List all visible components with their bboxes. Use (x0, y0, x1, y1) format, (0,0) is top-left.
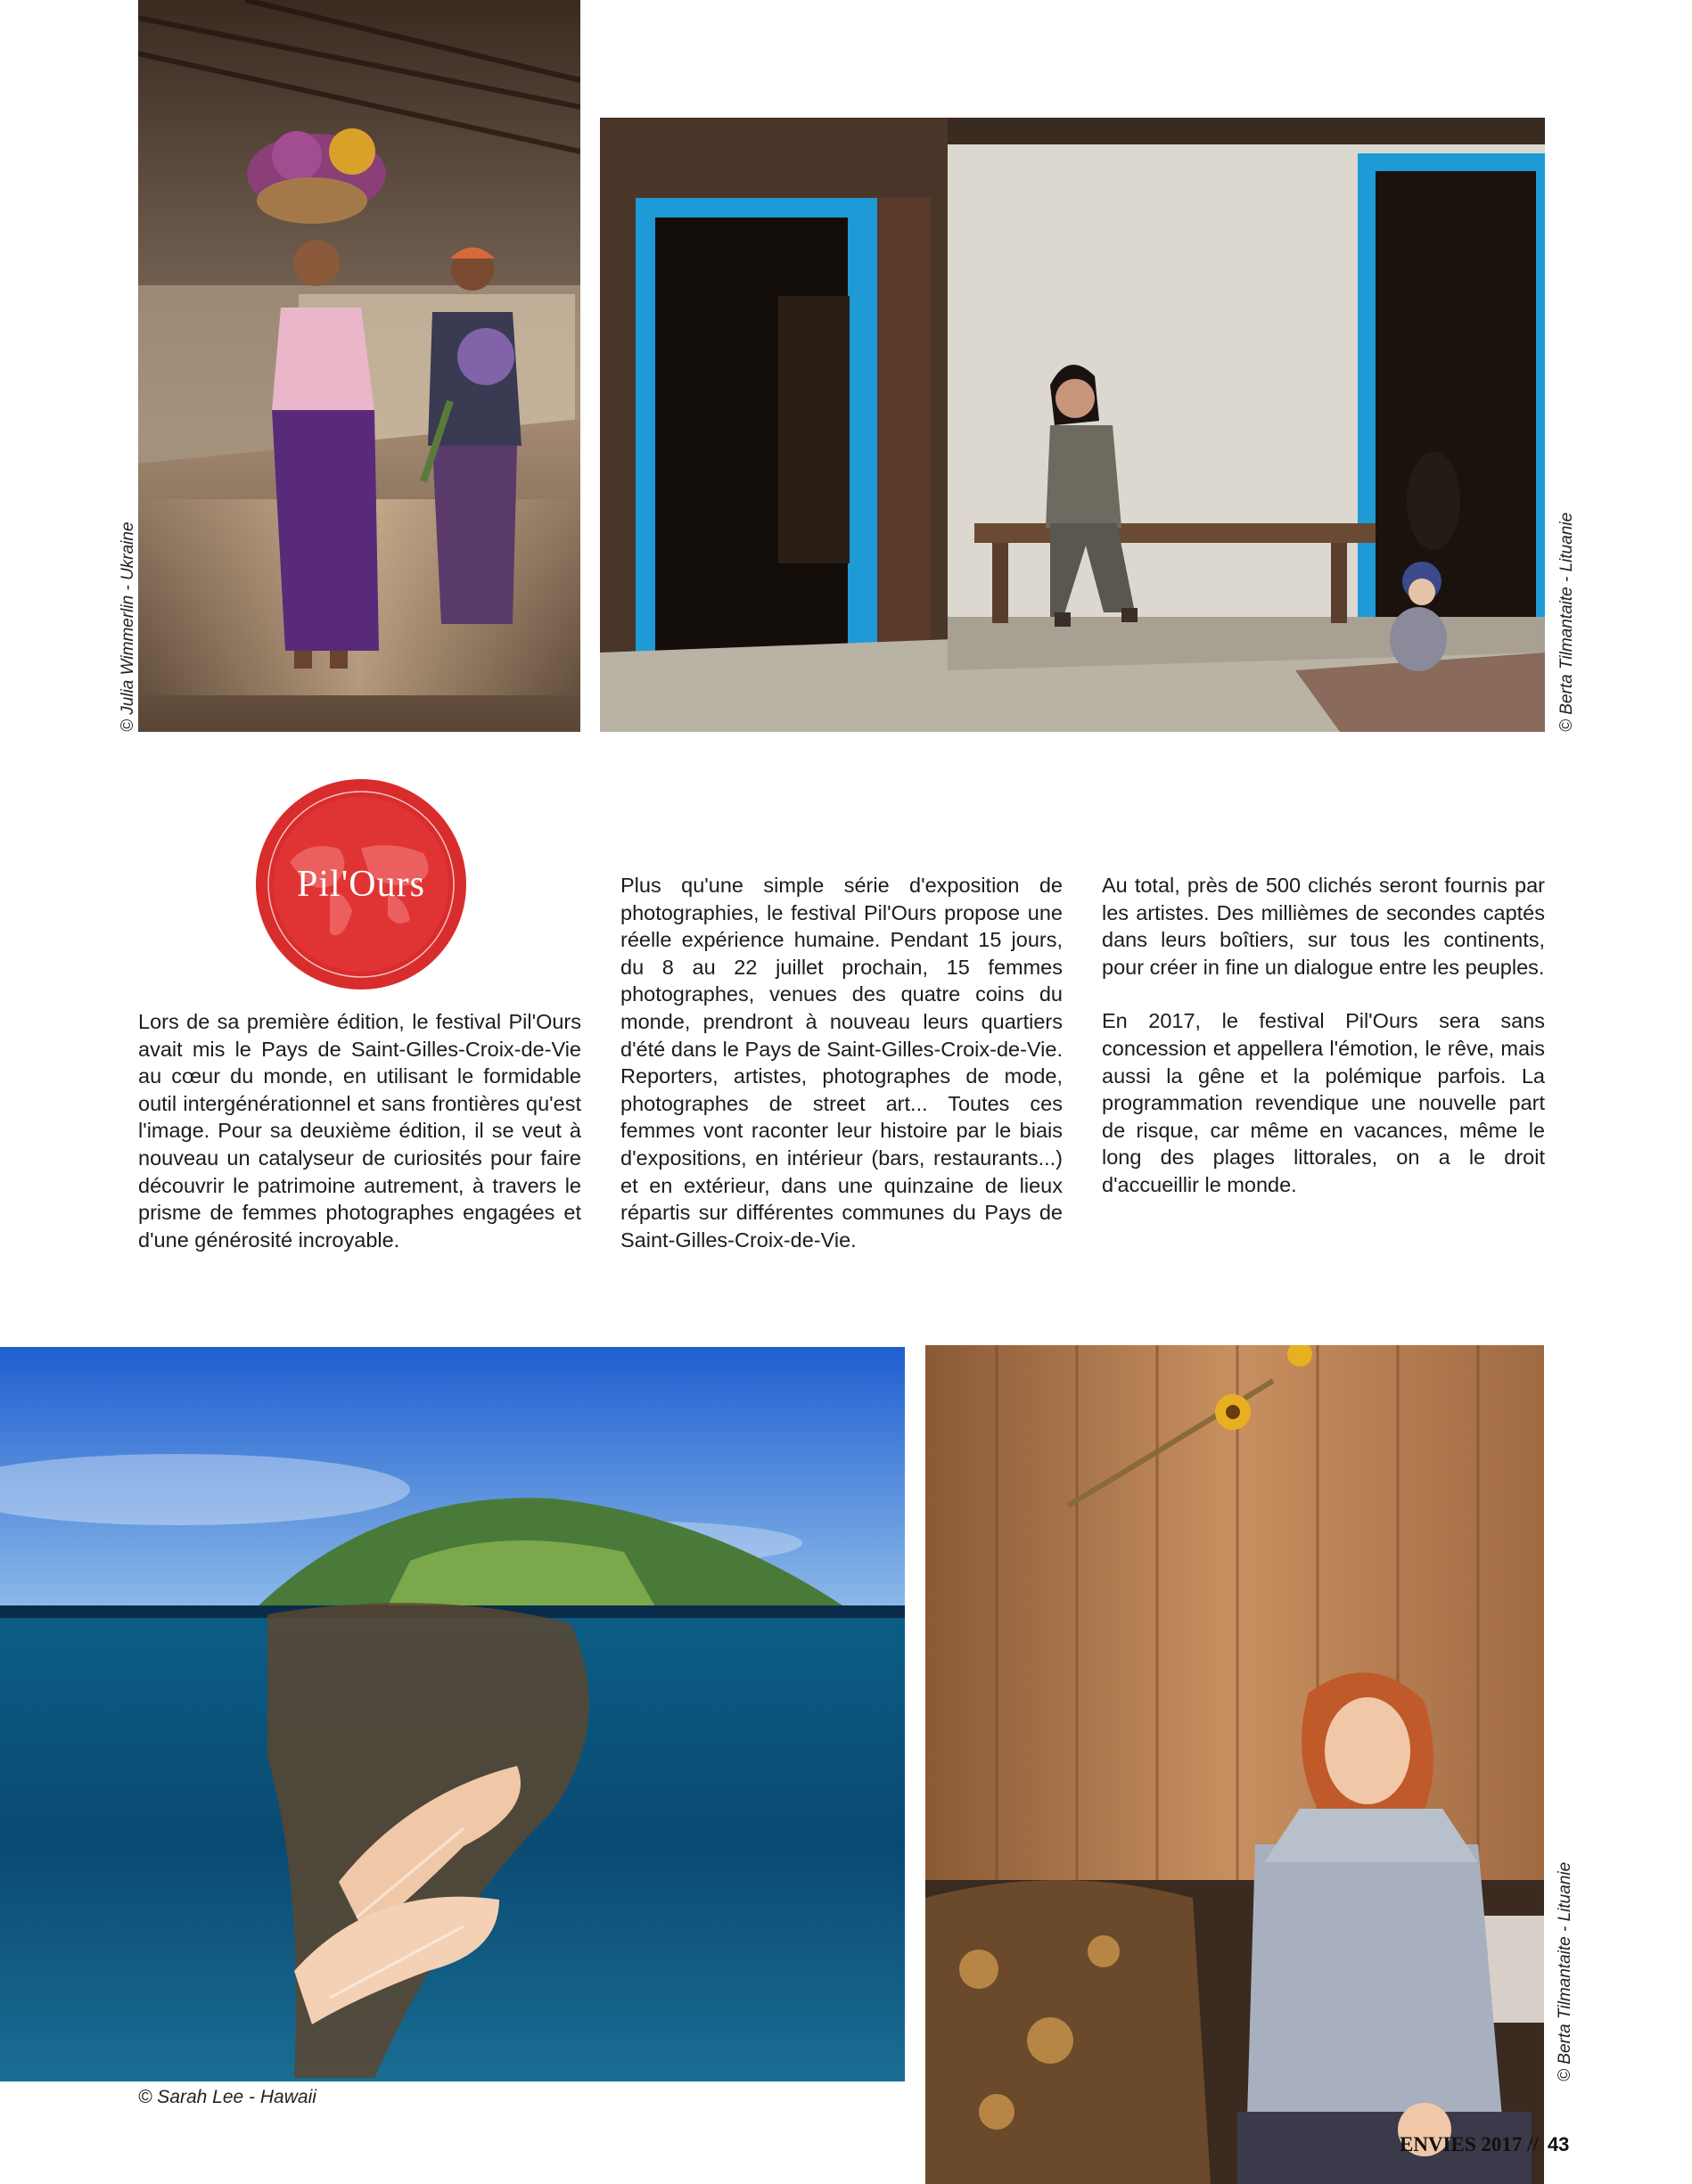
folio-label: ENVIES 2017 // (1400, 2133, 1539, 2155)
column-1-text: Lors de sa première édition, le festival Pil'Ours avait mis le Pays de Saint-Gilles-Croix-de-Vie au cœur du monde, en utilisant le formidable outil intergénérationnel et sans frontières qu'est l'image. Pour sa deuxième édition, il se veut à nouveau un catalyseur de curiosités pour faire découvrir le patrimoine autrement, à travers le prisme de femmes photographes engagées et d'une générosité incroyable. (138, 1010, 581, 1252)
column-1 (138, 1008, 581, 1253)
photo-women-flowers (138, 0, 580, 732)
column-2-text: Plus qu'une simple série d'exposition de photographies, le festival Pil'Ours propose une réelle expérience humaine. Pendant 15 jours, du 8 au 22 juillet prochain, 15 femmes photographes, venues des quatre coins du monde, prendront à nouveau leurs quartiers d'été dans le Pays de Saint-Gilles-Croix-de-Vie. Reporters, artistes, photographes de mode, photographes de street art... Toutes ces femmes vont raconter leur histoire par le biais d'expositions, en intérieur (bars, restaurants...) et en extérieur, dans une quinzaine de lieux répartis sur différentes communes du Pays de Saint-Gilles-Croix-de-Vie. (620, 874, 1063, 1252)
pilours-logo (254, 777, 468, 991)
column-3-text-p1: Au total, près de 500 clichés seront fournis par les artistes. Des millièmes de secondes captés dans leurs boîtiers, sur tous les continents, pour créer in fine un dialogue entre les peuples. (1102, 874, 1545, 979)
column-3-text-p2: En 2017, le festival Pil'Ours sera sans concession et appellera l'émotion, le rêve, mais aussi la gêne et la polémique parfois. La programmation revendique une nouvelle part de risque, car même en vacances, même le long des plages littorales, on a le droit d'accueillir le monde. (1102, 1009, 1545, 1196)
photo2-credit: © Berta Tilmantaite - Lituanie (1557, 512, 1576, 732)
photo3-credit: © Sarah Lee - Hawaii (138, 2087, 316, 2107)
photo-girl-room (925, 1345, 1544, 2184)
photo-girl-bench (600, 118, 1545, 732)
page-number: 43 (1547, 2133, 1570, 2155)
photo1-credit: © Julia Wimmerlin - Ukraine (119, 521, 137, 732)
page-folio (1400, 2133, 1569, 2156)
column-3 (1102, 872, 1545, 1199)
logo-text: Pil'Ours (297, 864, 425, 905)
column-2 (620, 872, 1063, 1253)
photo-underwater (0, 1347, 905, 2081)
photo4-credit: © Berta Tilmantaite - Lituanie (1556, 1861, 1574, 2081)
